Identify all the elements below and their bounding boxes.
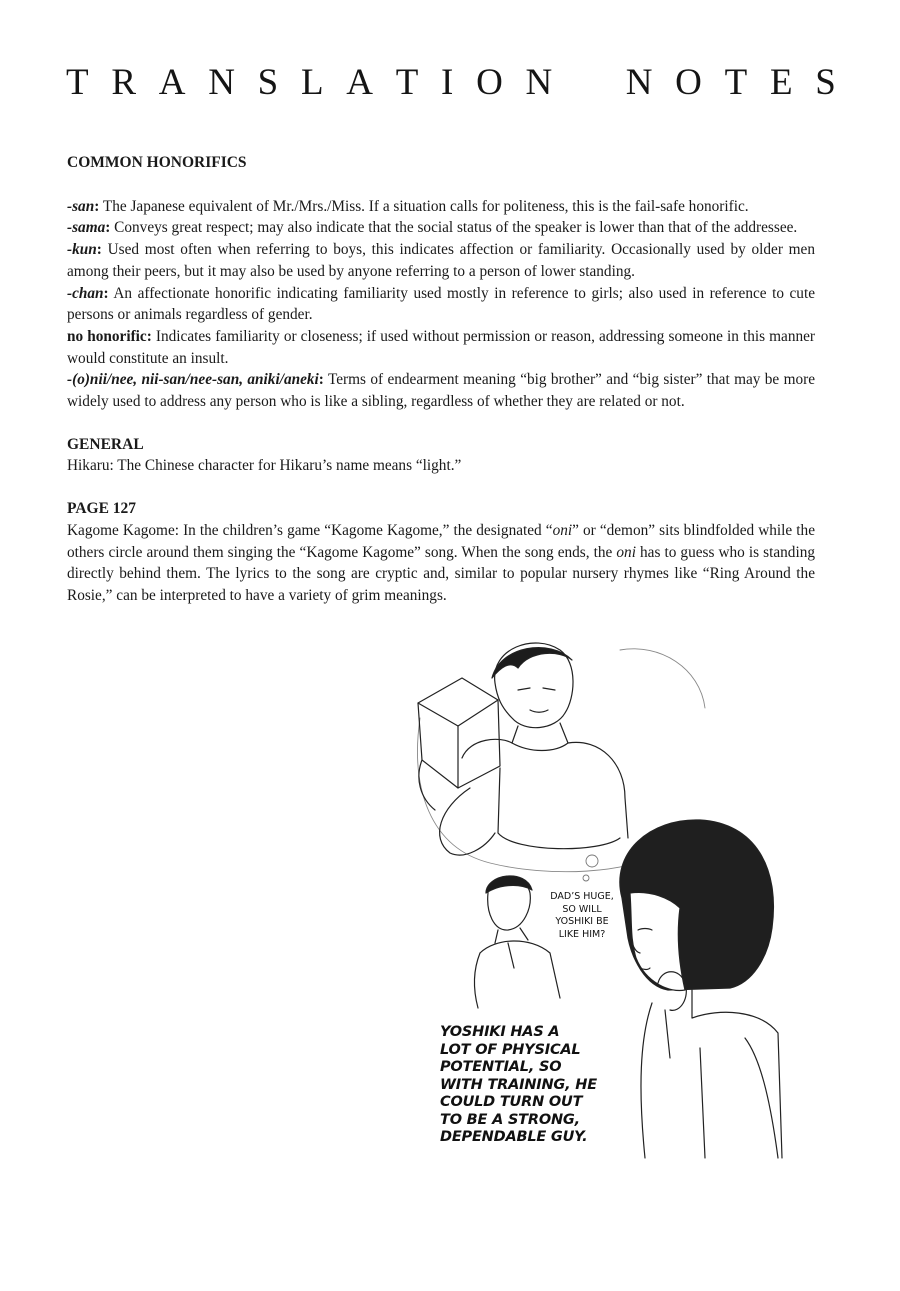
illustration-caption: [440, 1024, 610, 1147]
caption-line: WITH TRAINING, HE: [440, 1076, 597, 1093]
term-separator: :: [318, 371, 324, 389]
term-separator: :: [96, 241, 102, 259]
term-separator: :: [103, 284, 109, 302]
note-text: Kagome Kagome: In the children’s game “Kagome Kagome,” the designated “: [67, 521, 553, 539]
honorific-description: Conveys great respect; may also indicate that the social status of the speaker is lower than that of the addressee.: [110, 219, 798, 237]
section-heading-page127: PAGE 127: [67, 500, 137, 518]
note-text: has to guess who is standing directly behind them. The lyrics to the song are cryptic and, similar to popular nursery rhymes like “Ring Around the Rosie,” can be interpreted to have a variety of grim meanings.: [67, 543, 815, 604]
honorific-description: Terms of endearment meaning “big brother” and “big sister” that may be more widely used to address any person who is like a sibling, regardless of whether they are related or not.: [67, 371, 816, 411]
page127-section: [67, 498, 815, 607]
honorific-entry: [67, 239, 815, 282]
bubble-line: YOSHIKI BE: [555, 916, 609, 927]
honorifics-list: [67, 196, 815, 413]
section-heading-honorifics: COMMON HONORIFICS: [67, 154, 247, 171]
notes-content: [67, 152, 815, 607]
caption-line: DEPENDABLE GUY.: [440, 1129, 588, 1145]
honorific-entry: [67, 326, 815, 369]
honorific-entry: [67, 217, 815, 239]
caption-line: POTENTIAL, SO: [440, 1059, 562, 1075]
honorifics-section: [67, 152, 815, 413]
honorific-term: -chan: [67, 284, 104, 302]
honorific-entry: [67, 283, 815, 326]
caption-line: COULD TURN OUT: [440, 1094, 583, 1110]
honorific-description: An affectionate honorific indicating familiarity used mostly in reference to girls; also used in reference to cute persons or animals regardless of gender.: [67, 284, 815, 324]
caption-line: LOT OF PHYSICAL: [440, 1041, 581, 1058]
speech-bubble: [543, 891, 621, 941]
honorific-description: Used most often when referring to boys, this indicates affection or familiarity. Occasionally used by older men among their peers, but it may also be used by anyone referring to a person of lower standing.: [67, 241, 815, 280]
honorific-entry: [67, 369, 815, 412]
bubble-line: DAD’S HUGE,: [550, 891, 614, 902]
honorific-description: The Japanese equivalent of Mr./Mrs./Miss. If a situation calls for politeness, this is the fail-safe honorific.: [99, 197, 749, 215]
page-title: T R A N S L A T I O N N O T E S: [66, 61, 836, 103]
section-heading-general: GENERAL: [67, 435, 144, 453]
caption-line: YOSHIKI HAS A: [440, 1024, 560, 1040]
honorific-term: -kun: [67, 241, 97, 259]
honorific-term: -(o)nii/nee, nii-san/nee-san, aniki/aneki: [67, 371, 319, 389]
page127-note: [67, 520, 815, 607]
bubble-line: LIKE HIM?: [558, 928, 606, 940]
term-separator: :: [105, 219, 111, 237]
term-separator: :: [94, 197, 100, 215]
note-term-oni: oni: [552, 521, 573, 539]
caption-line: TO BE A STRONG,: [440, 1111, 580, 1128]
general-note: Hikaru: The Chinese character for Hikaru’s name means “light.”: [67, 457, 462, 475]
general-section: [67, 434, 815, 477]
note-text: ” or “demon” sits blindfolded while the others circle around them singing the “Kagome Kagome” song. When the song ends, the: [67, 521, 815, 561]
bubble-line: SO WILL: [562, 903, 602, 915]
note-term-oni: oni: [616, 543, 636, 561]
honorific-term: -sama: [67, 219, 106, 237]
honorific-entry: [67, 196, 815, 218]
honorific-description: Indicates familiarity or closeness; if used without permission or reason, addressing someone in this manner would constitute an insult.: [67, 327, 816, 367]
honorific-term: no honorific:: [67, 327, 152, 345]
honorific-term: -san: [67, 197, 95, 215]
